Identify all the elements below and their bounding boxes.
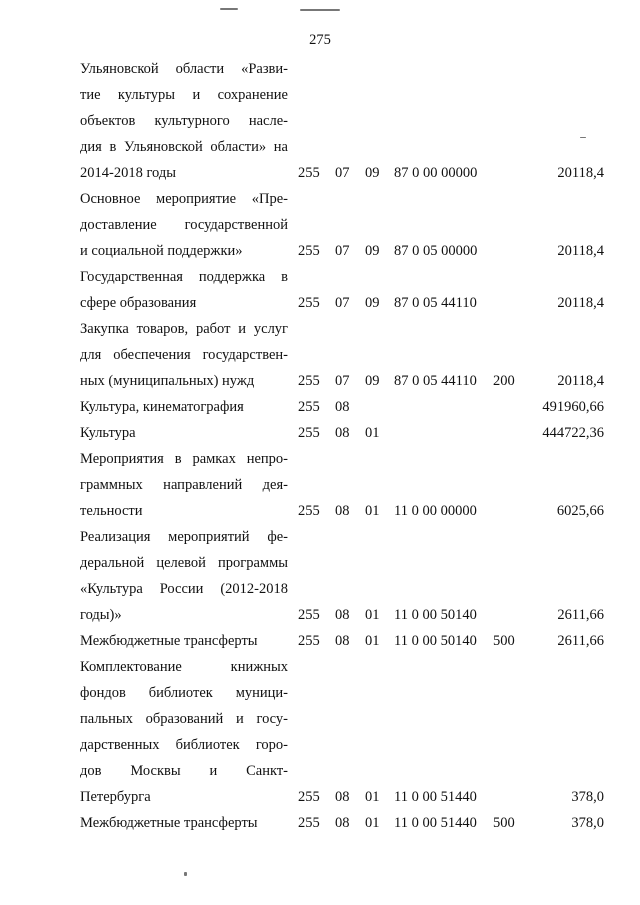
department-code: 255 (298, 243, 320, 259)
row-name-line: Реализация мероприятий фе- (80, 529, 288, 545)
row-name (80, 654, 288, 810)
department-code: 255 (298, 503, 320, 519)
section-code: 07 (335, 243, 350, 259)
target-article-code: 87 0 05 44110 (394, 373, 477, 389)
subsection-code: 01 (365, 789, 380, 805)
section-code: 08 (335, 789, 350, 805)
row-name-line: доставление государственной (80, 217, 288, 233)
scan-speck (300, 9, 340, 11)
row-name-line: тельности (80, 503, 143, 519)
row-name-line: Государственная поддержка в (80, 269, 288, 285)
row-name (80, 264, 288, 316)
amount: 20118,4 (557, 165, 604, 181)
section-code: 08 (335, 815, 350, 831)
row-name (80, 186, 288, 264)
row-name-line: сфере образования (80, 295, 197, 311)
row-name-line: Межбюджетные трансферты (80, 633, 258, 649)
section-code: 08 (335, 503, 350, 519)
amount: 378,0 (571, 789, 604, 805)
table-row (0, 420, 640, 446)
department-code: 255 (298, 165, 320, 181)
row-name (80, 420, 288, 446)
scan-speck (580, 137, 586, 138)
budget-table (0, 56, 640, 836)
section-code: 07 (335, 165, 350, 181)
row-name-line: Закупка товаров, работ и услуг (80, 321, 288, 337)
table-row (0, 524, 640, 628)
department-code: 255 (298, 295, 320, 311)
department-code: 255 (298, 399, 320, 415)
row-name-line: деральной целевой программы (80, 555, 288, 571)
row-name-line: тие культуры и сохранение (80, 87, 288, 103)
section-code: 07 (335, 373, 350, 389)
row-name-line: фондов библиотек муници- (80, 685, 288, 701)
subsection-code: 09 (365, 165, 380, 181)
subsection-code: 01 (365, 607, 380, 623)
target-article-code: 87 0 00 00000 (394, 165, 478, 181)
scan-speck (220, 8, 238, 10)
amount: 6025,66 (556, 503, 604, 519)
department-code: 255 (298, 633, 320, 649)
row-name (80, 394, 288, 420)
subsection-code: 09 (365, 243, 380, 259)
department-code: 255 (298, 373, 320, 389)
amount: 20118,4 (557, 243, 604, 259)
row-name-line: Основное мероприятие «Пре- (80, 191, 288, 207)
section-code: 08 (335, 425, 350, 441)
row-name-line: Межбюджетные трансферты (80, 815, 258, 831)
department-code: 255 (298, 789, 320, 805)
row-name-line: дия в Ульяновской области» на (80, 139, 288, 155)
table-row (0, 810, 640, 836)
target-article-code: 87 0 05 00000 (394, 243, 478, 259)
row-name-line: Культура, кинематография (80, 399, 244, 415)
amount: 20118,4 (557, 373, 604, 389)
subsection-code: 09 (365, 373, 380, 389)
row-name (80, 446, 288, 524)
row-name-line: для обеспечения государствен- (80, 347, 288, 363)
table-row (0, 186, 640, 264)
row-name (80, 524, 288, 628)
section-code: 08 (335, 607, 350, 623)
row-name (80, 56, 288, 186)
amount: 491960,66 (542, 399, 604, 415)
row-name-line: Ульяновской области «Разви- (80, 61, 288, 77)
table-row (0, 56, 640, 186)
subsection-code: 01 (365, 633, 380, 649)
scan-speck (184, 872, 187, 876)
row-name-line: дарственных библиотек горо- (80, 737, 288, 753)
row-name-line: дов Москвы и Санкт- (80, 763, 288, 779)
row-name-line: и социальной поддержки» (80, 243, 243, 259)
row-name (80, 628, 288, 654)
subsection-code: 01 (365, 815, 380, 831)
row-name-line: объектов культурного насле- (80, 113, 288, 129)
table-row (0, 394, 640, 420)
target-article-code: 87 0 05 44110 (394, 295, 477, 311)
row-name-line: годы)» (80, 607, 122, 623)
section-code: 08 (335, 633, 350, 649)
row-name-line: Культура (80, 425, 136, 441)
amount: 2611,66 (557, 607, 604, 623)
row-name-line: Комплектование книжных (80, 659, 288, 675)
target-article-code: 11 0 00 50140 (394, 607, 477, 623)
table-row (0, 316, 640, 394)
table-row (0, 446, 640, 524)
table-row (0, 654, 640, 810)
page-number: 275 (309, 32, 331, 48)
section-code: 08 (335, 399, 350, 415)
amount: 378,0 (571, 815, 604, 831)
target-article-code: 11 0 00 51440 (394, 815, 477, 831)
row-name-line: Мероприятия в рамках непро- (80, 451, 288, 467)
department-code: 255 (298, 425, 320, 441)
table-row (0, 264, 640, 316)
amount: 20118,4 (557, 295, 604, 311)
expense-type-code: 200 (493, 373, 515, 389)
subsection-code: 01 (365, 425, 380, 441)
row-name-line: пальных образований и госу- (80, 711, 288, 727)
row-name-line: граммных направлений дея- (80, 477, 288, 493)
amount: 444722,36 (542, 425, 604, 441)
row-name-line: ных (муниципальных) нужд (80, 373, 255, 389)
expense-type-code: 500 (493, 633, 515, 649)
target-article-code: 11 0 00 50140 (394, 633, 477, 649)
expense-type-code: 500 (493, 815, 515, 831)
target-article-code: 11 0 00 00000 (394, 503, 477, 519)
subsection-code: 09 (365, 295, 380, 311)
section-code: 07 (335, 295, 350, 311)
amount: 2611,66 (557, 633, 604, 649)
row-name-line: 2014-2018 годы (80, 165, 176, 181)
row-name-line: «Культура России (2012-2018 (80, 581, 288, 597)
target-article-code: 11 0 00 51440 (394, 789, 477, 805)
row-name-line: Петербурга (80, 789, 151, 805)
row-name (80, 810, 288, 836)
table-row (0, 628, 640, 654)
row-name (80, 316, 288, 394)
department-code: 255 (298, 607, 320, 623)
department-code: 255 (298, 815, 320, 831)
subsection-code: 01 (365, 503, 380, 519)
